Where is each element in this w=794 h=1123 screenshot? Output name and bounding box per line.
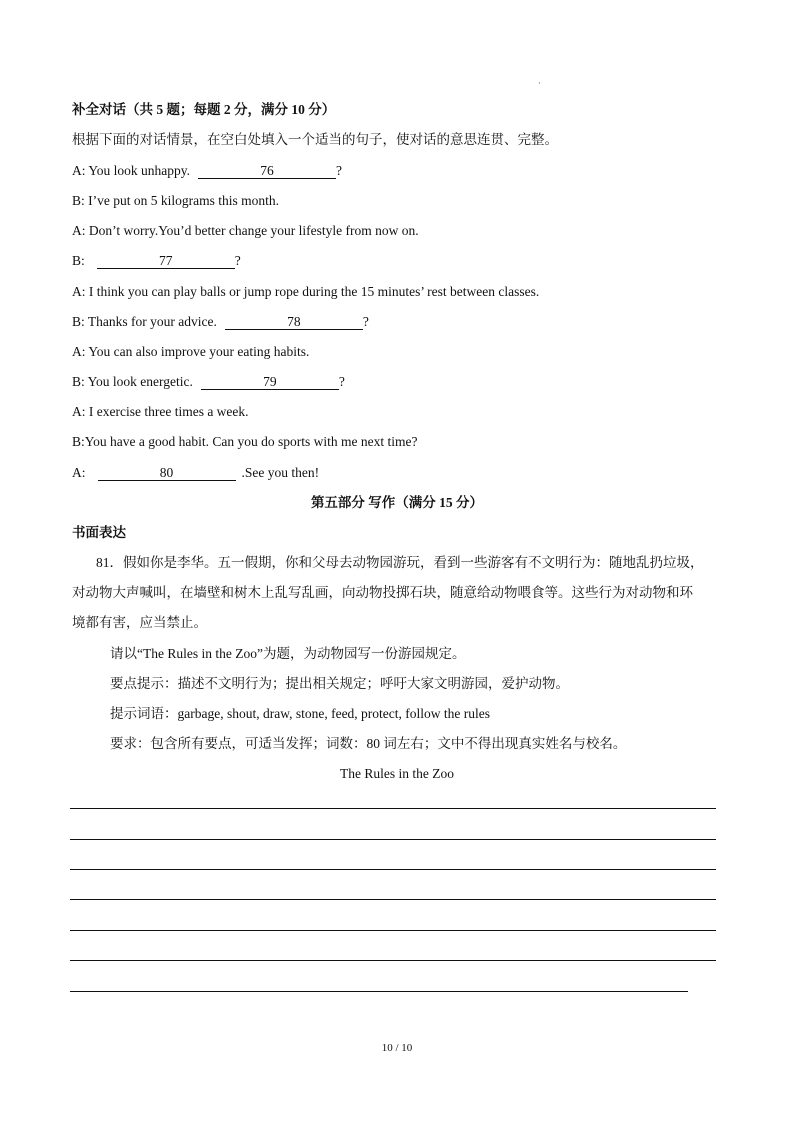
dialogue-text: .See you then! <box>241 465 320 480</box>
dialogue-line-8 <box>72 373 345 391</box>
dialogue-line-6 <box>72 313 369 331</box>
dialogue-line-3: A: Don’t worry.You’d better change your lifestyle from now on. <box>72 223 419 238</box>
dialogue-text: B: <box>72 253 85 268</box>
blank-77[interactable]: 77 <box>97 253 235 269</box>
dialogue-text: A: You look unhappy. <box>72 163 191 178</box>
writing-line[interactable] <box>70 808 716 809</box>
section-title: 补全对话（共 5 题；每题 2 分，满分 10 分） <box>72 102 336 117</box>
writing-line[interactable] <box>70 899 716 900</box>
dialogue-text: A: <box>72 465 86 480</box>
writing-line[interactable] <box>70 991 688 992</box>
words-line: 提示词语：garbage, shout, draw, stone, feed, protect, follow the rules <box>110 706 491 721</box>
instruction: 根据下面的对话情景，在空白处填入一个适当的句子，使对话的意思连贯、完整。 <box>72 132 558 147</box>
blank-80[interactable]: 80 <box>98 465 236 481</box>
prompt-line-2: 对动物大声喊叫，在墙壁和树木上乱写乱画，向动物投掷石块，随意给动物喂食等。这些行为对动物和环 <box>72 585 693 600</box>
dialogue-text: B: You look energetic. <box>72 374 193 389</box>
dialogue-line-7: A: You can also improve your eating habits. <box>72 344 310 359</box>
dialogue-line-5: A: I think you can play balls or jump rope during the 15 minutes’ rest between classes. <box>72 284 540 299</box>
writing-line[interactable] <box>70 960 716 961</box>
dialogue-line-2: B: I’ve put on 5 kilograms this month. <box>72 193 279 208</box>
points-line: 要点提示：描述不文明行为；提出相关规定；呼吁大家文明游园，爱护动物。 <box>110 676 569 691</box>
blank-79[interactable]: 79 <box>201 374 339 390</box>
writing-line[interactable] <box>70 839 716 840</box>
requirements-line: 要求：包含所有要点，可适当发挥；词数：80 词左右；文中不得出现真实姓名与校名。 <box>110 736 627 751</box>
page-number: 10 / 10 <box>381 1042 413 1054</box>
writing-line[interactable] <box>70 930 716 931</box>
dialogue-line-9: A: I exercise three times a week. <box>72 404 249 419</box>
dialogue-text: ? <box>336 163 343 178</box>
stray-mark: · <box>538 78 541 88</box>
part-title: 第五部分 写作（满分 15 分） <box>310 495 484 510</box>
prompt-line-1: 81．假如你是李华。五一假期，你和父母去动物园游玩，看到一些游客有不文明行为：随地乱扔垃圾， <box>96 555 704 570</box>
writing-line[interactable] <box>70 869 716 870</box>
blank-78[interactable]: 78 <box>225 314 363 330</box>
dialogue-line-4 <box>72 252 241 270</box>
essay-title: The Rules in the Zoo <box>340 766 454 781</box>
dialogue-text: ? <box>234 253 241 268</box>
dialogue-text: ? <box>362 314 369 329</box>
dialogue-line-11 <box>72 464 319 482</box>
subtitle: 书面表达 <box>72 525 126 540</box>
task-line: 请以“The Rules in the Zoo”为题，为动物园写一份游园规定。 <box>110 646 466 661</box>
dialogue-line-10: B:You have a good habit. Can you do sports with me next time? <box>72 434 418 449</box>
dialogue-line-1 <box>72 162 342 180</box>
dialogue-text: ? <box>338 374 345 389</box>
blank-76[interactable]: 76 <box>198 163 336 179</box>
prompt-line-3: 境都有害，应当禁止。 <box>72 615 207 630</box>
dialogue-text: B: Thanks for your advice. <box>72 314 217 329</box>
